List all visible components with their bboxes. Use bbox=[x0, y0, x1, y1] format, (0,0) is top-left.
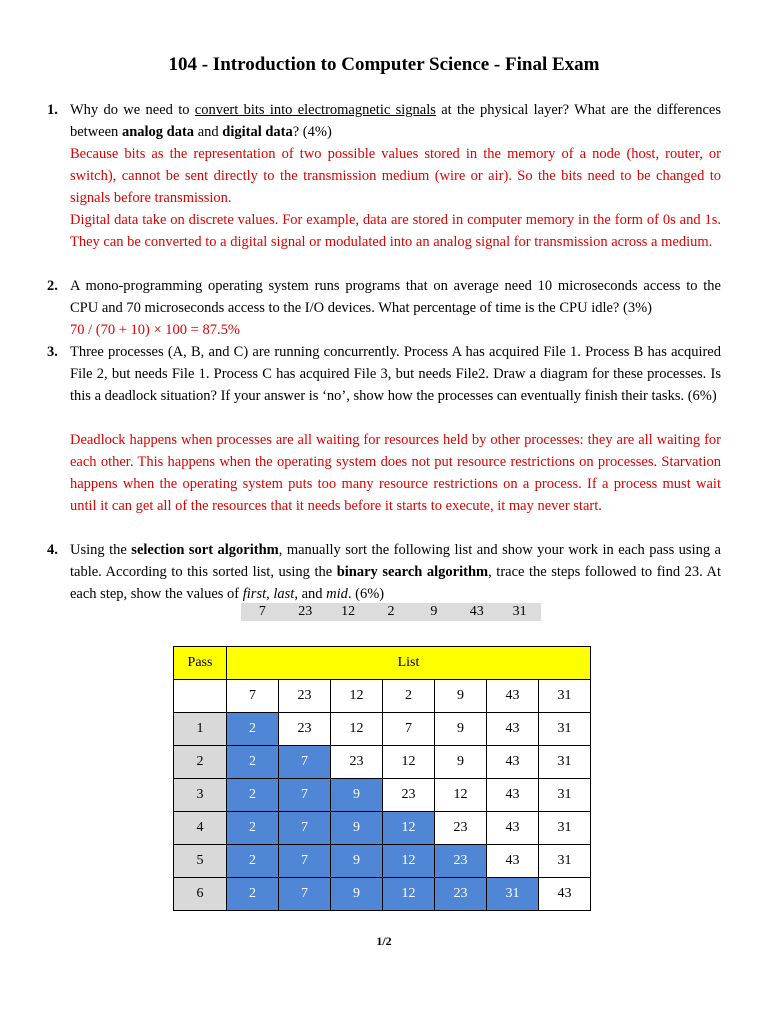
header-pass: Pass bbox=[174, 647, 227, 680]
pass-cell: 6 bbox=[174, 878, 227, 911]
value-cell: 12 bbox=[435, 779, 487, 812]
table-row bbox=[174, 746, 591, 779]
value-cell: 31 bbox=[539, 713, 591, 746]
value-cell: 2 bbox=[227, 713, 279, 746]
value-cell: 7 bbox=[279, 812, 331, 845]
value-cell: 2 bbox=[227, 878, 279, 911]
value-cell: 2 bbox=[227, 812, 279, 845]
input-list bbox=[241, 603, 541, 621]
page-number: 1/2 bbox=[376, 934, 392, 948]
pass-cell bbox=[174, 680, 227, 713]
pass-cell: 4 bbox=[174, 812, 227, 845]
value-cell: 9 bbox=[331, 779, 383, 812]
value-cell: 43 bbox=[487, 680, 539, 713]
value-cell: 23 bbox=[435, 878, 487, 911]
table-row bbox=[174, 680, 591, 713]
value-cell: 9 bbox=[435, 680, 487, 713]
table-row bbox=[174, 713, 591, 746]
question-number: 4. bbox=[47, 542, 58, 558]
answer-text: 70 / (70 + 10) × 100 = 87.5% bbox=[70, 322, 240, 338]
value-cell: 23 bbox=[279, 713, 331, 746]
value-cell: 23 bbox=[331, 746, 383, 779]
value-cell: 43 bbox=[539, 878, 591, 911]
value-cell: 31 bbox=[539, 779, 591, 812]
pass-cell: 5 bbox=[174, 845, 227, 878]
value-cell: 23 bbox=[435, 812, 487, 845]
value-cell: 9 bbox=[435, 713, 487, 746]
value-cell: 12 bbox=[383, 878, 435, 911]
question-number: 1. bbox=[47, 102, 58, 118]
value-cell: 7 bbox=[279, 878, 331, 911]
value-cell: 12 bbox=[383, 812, 435, 845]
value-cell: 23 bbox=[279, 680, 331, 713]
answer-text: Digital data take on discrete values. For example, data are stored in computer memory in the form of 0s and 1s. They can be converted to a digital signal or modulated into an analog signal for transmission across a medium. bbox=[70, 212, 721, 250]
answer-text: Because bits as the representation of two possible values stored in the memory of a node (host, router, or switch), cannot be sent directly to the transmission medium (wire or air). So the bits need to be changed to signals before transmission. bbox=[70, 146, 721, 206]
value-cell: 7 bbox=[383, 713, 435, 746]
pass-cell: 3 bbox=[174, 779, 227, 812]
value-cell: 9 bbox=[435, 746, 487, 779]
list-value: 23 bbox=[298, 604, 313, 619]
value-cell: 43 bbox=[487, 812, 539, 845]
question-prompt: A mono-programming operating system runs programs that on average need 10 microseconds access to the CPU and 70 microseconds access to the I/O devices. What percentage of time is the CPU idle? (3%) bbox=[70, 278, 721, 316]
value-cell: 12 bbox=[383, 746, 435, 779]
table-header-row bbox=[174, 647, 591, 680]
table-row bbox=[174, 812, 591, 845]
value-cell: 23 bbox=[383, 779, 435, 812]
value-cell: 9 bbox=[331, 845, 383, 878]
value-cell: 23 bbox=[435, 845, 487, 878]
question-prompt: Why do we need to convert bits into electromagnetic signals at the physical layer? What are the differences between analog data and digital data? (4%) bbox=[70, 102, 721, 140]
value-cell: 12 bbox=[383, 845, 435, 878]
value-cell: 31 bbox=[487, 878, 539, 911]
value-cell: 43 bbox=[487, 779, 539, 812]
value-cell: 9 bbox=[331, 878, 383, 911]
value-cell: 2 bbox=[227, 845, 279, 878]
value-cell: 2 bbox=[227, 779, 279, 812]
question-prompt: Three processes (A, B, and C) are running concurrently. Process A has acquired File 1. Process B has acquired File 2, but needs File 1. Process C has acquired File 3, but needs File2. Draw a diagram for these processes. Is this a deadlock situation? If your answer is ‘no’, show how the processes can eventually finish their tasks. (6%) bbox=[70, 344, 721, 404]
list-value: 12 bbox=[341, 604, 356, 619]
value-cell: 7 bbox=[279, 845, 331, 878]
header-list: List bbox=[227, 647, 591, 680]
list-value: 7 bbox=[258, 604, 266, 619]
list-value: 31 bbox=[512, 604, 527, 619]
list-value: 43 bbox=[469, 604, 484, 619]
question-prompt: Using the selection sort algorithm, manually sort the following list and show your work in each pass using a table. According to this sorted list, using the binary search algorithm, trace the steps followed to find 23. At each step, show the values of first, last, and mid. (6%) bbox=[70, 542, 721, 602]
underlined-phrase: convert bits into electromagnetic signals bbox=[194, 102, 436, 118]
table-row bbox=[174, 878, 591, 911]
value-cell: 12 bbox=[331, 713, 383, 746]
selection-sort-table bbox=[173, 646, 591, 911]
value-cell: 2 bbox=[227, 746, 279, 779]
value-cell: 43 bbox=[487, 746, 539, 779]
pass-cell: 1 bbox=[174, 713, 227, 746]
question-number: 2. bbox=[47, 278, 58, 294]
value-cell: 9 bbox=[331, 812, 383, 845]
list-value: 2 bbox=[387, 604, 395, 619]
value-cell: 12 bbox=[331, 680, 383, 713]
value-cell: 31 bbox=[539, 845, 591, 878]
value-cell: 7 bbox=[279, 779, 331, 812]
value-cell: 2 bbox=[383, 680, 435, 713]
value-cell: 43 bbox=[487, 845, 539, 878]
answer-text: Deadlock happens when processes are all waiting for resources held by other processes: they are all waiting for each other. This happens when the operating system does not put resource restrictions on processes. Starvation happens when the operating system puts too many resource restrictions on a process. If a process must wait until it can get all of the resources that it needs before it starts to execute, it may never start. bbox=[70, 432, 721, 514]
list-value: 9 bbox=[430, 604, 438, 619]
value-cell: 7 bbox=[279, 746, 331, 779]
table-row bbox=[174, 845, 591, 878]
value-cell: 7 bbox=[227, 680, 279, 713]
value-cell: 43 bbox=[487, 713, 539, 746]
value-cell: 31 bbox=[539, 680, 591, 713]
page-title: 104 - Introduction to Computer Science - Final Exam bbox=[168, 54, 600, 75]
value-cell: 31 bbox=[539, 746, 591, 779]
value-cell: 31 bbox=[539, 812, 591, 845]
table-row bbox=[174, 779, 591, 812]
question-number: 3. bbox=[47, 344, 58, 360]
pass-cell: 2 bbox=[174, 746, 227, 779]
sort-table-body bbox=[174, 647, 591, 911]
